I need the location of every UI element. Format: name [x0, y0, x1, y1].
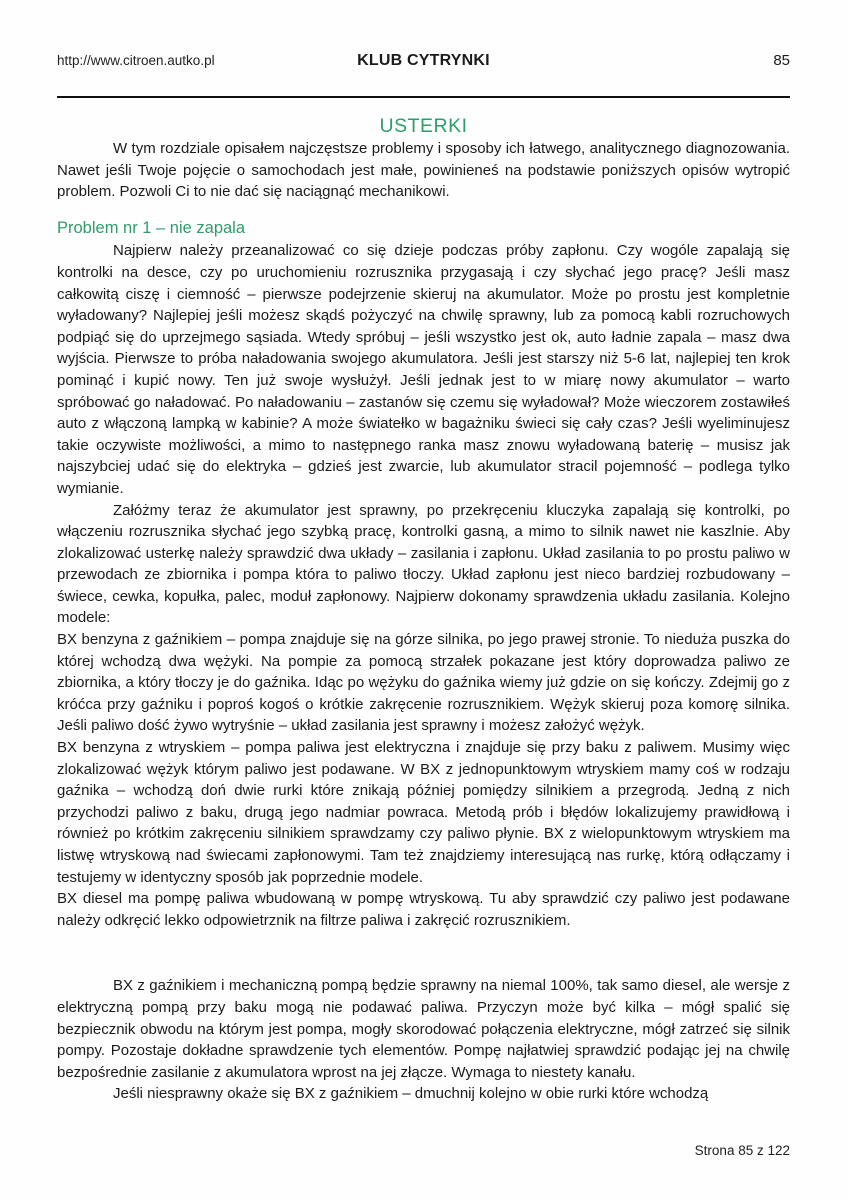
- paragraph: BX benzyna z gaźnikiem – pompa znajduje się na górze silnika, po jego prawej stronie. To nieduża puszka do której wchodzą dwa wężyki. Na pompie za pomocą strzałek pokazane jest który doprowadza paliwo ze zbiornika, a który tłoczy je do gaźnika. Idąc po wężyku do gaźnika wiemy już gdzie on się kończy. Zdejmij go z króćca przy gaźniku i poproś kogoś o krótkie zakręcenie rozrusznikiem. Wężyk skieruj poza komorę silnika. Jeśli paliwo dość żywo wytryśnie – układ zasilania jest sprawny i możesz założyć wężyk.: [57, 631, 790, 735]
- page-title: USTERKI: [379, 115, 468, 137]
- page-header: [57, 52, 790, 70]
- footer-page-indicator: Strona 85 z 122: [694, 1143, 790, 1158]
- section-heading: Problem nr 1 – nie zapala: [57, 218, 246, 237]
- paragraph: Załóżmy teraz że akumulator jest sprawny, po przekręceniu kluczyka zapalają się kontrolki, po włączeniu rozrusznika słychać jego szybką pracę, kontrolki gasną, a mimo to silnik nawet nie kaszlnie. Aby zlokalizować usterkę należy sprawdzić dwa układy – zasilania i zapłonu. Układ zasilania to po prostu paliwo w przewodach ze zbiornika i pompa która to paliwo tłoczy. Układ zapłonu jest nieco bardziej rozbudowany – świece, cewka, kopułka, palec, moduł zapłonowy. Najpierw dokonamy sprawdzenia układu zasilania. Kolejno modele:: [57, 501, 790, 627]
- site-title: KLUB CYTRYNKI: [357, 52, 490, 69]
- header-divider: [57, 96, 790, 98]
- header-page-number: 85: [773, 52, 790, 69]
- paragraph: Najpierw należy przeanalizować co się dzieje podczas próby zapłonu. Czy wogóle zapalają się kontrolki na desce, czy po uruchomieniu rozrusznika przygasają i czy słychać jego pracę? Jeśli masz całkowitą ciszę i ciemność – pierwsze podejrzenie skieruj na akumulator. Może po prostu jest kompletnie wyładowany? Najlepiej jeśli możesz skądś pożyczyć na chwilę sprawny, lub za pomocą kabli rozruchowych podpiąć się do uprzejmego sąsiada. Wtedy spróbuj – jeśli wszystko jest ok, auto ładnie zapala – masz dwa wyjścia. Pierwsze to próba naładowania swojego akumulatora. Jeśli jest starszy niż 5-6 lat, najlepiej ten krok pominąć i kupić nowy. Ten już swoje wysłużył. Jeśli jednak jest to w miarę nowy akumulator – warto spróbować go naładować. Po naładowaniu – zastanów się czemu się wyładował? Może wieczorem zostawiłeś auto z włączoną lampką w kabinie? A może światełko w bagażniku świeci się cały czas? Jeśli wyeliminujesz takie oczywiste możliwości, a mimo to następnego ranka masz znowu wyładowaną baterię – musisz jak najszybciej udać się do elektryka – gdzieś jest zwarcie, lub akumulator stracil pojemność – podlega tylko wymianie.: [57, 242, 790, 497]
- paragraph: BX benzyna z wtryskiem – pompa paliwa jest elektryczna i znajduje się przy baku z paliwem. Musimy więc zlokalizować wężyk którym paliwo jest podawane. W BX z jednopunktowym wtryskiem mamy coś w rodzaju gaźnika – wchodzą doń dwie rurki które znikają później pomiędzy silnikiem a przegrodą. Jedną z nich przychodzi paliwo z baku, drugą jego nadmiar powraca. Metodą prób i błędów lokalizujemy prawidłową i również po krótkim zakręceniu silnikiem sprawdzamy czy paliwo płynie. BX z wielopunktowym wtryskiem ma listwę wtryskową nad świecami zapłonowymi. Tam też znajdziemy interesującą nas rurkę, którą odłączamy i testujemy w identyczny sposób jak poprzednie modele.: [57, 739, 790, 886]
- source-url: http://www.citroen.autko.pl: [57, 53, 215, 68]
- intro-paragraph: W tym rozdziale opisałem najczęstsze problemy i sposoby ich łatwego, analitycznego diagnozowania. Nawet jeśli Twoje pojęcie o samochodach jest małe, powinieneś na podstawie poniższych opisów wytropić problem. Pozwoli Ci to nie dać się naciągnąć mechanikowi.: [57, 140, 790, 201]
- paragraph: BX diesel ma pompę paliwa wbudowaną w pompę wtryskową. Tu aby sprawdzić czy paliwo jest podawane należy odkręcić lekko odpowietrznik na filtrze paliwa i zakręcić rozrusznikiem.: [57, 890, 790, 929]
- document-body: [57, 138, 790, 1105]
- paragraph: Jeśli niesprawny okaże się BX z gaźnikiem – dmuchnij kolejno w obie rurki które wchodzą: [113, 1085, 709, 1103]
- paragraph: BX z gaźnikiem i mechaniczną pompą będzie sprawny na niemal 100%, tak samo diesel, ale wersje z elektryczną pompą przy baku mogą nie podawać paliwa. Przyczyn może być kilka – mógł spalić się bezpiecznik obwodu na którym jest pompa, mogły skorodować połączenia elektryczne, mógł zatrzeć się silnik pompy. Pozostaje dokładne sprawdzenie tych elementów. Pompę najłatwiej sprawdzić podając jej na chwilę bezpośrednie zasilanie z akumulatora wprost na jej złącze. Wymaga to niestety kanału.: [57, 977, 790, 1081]
